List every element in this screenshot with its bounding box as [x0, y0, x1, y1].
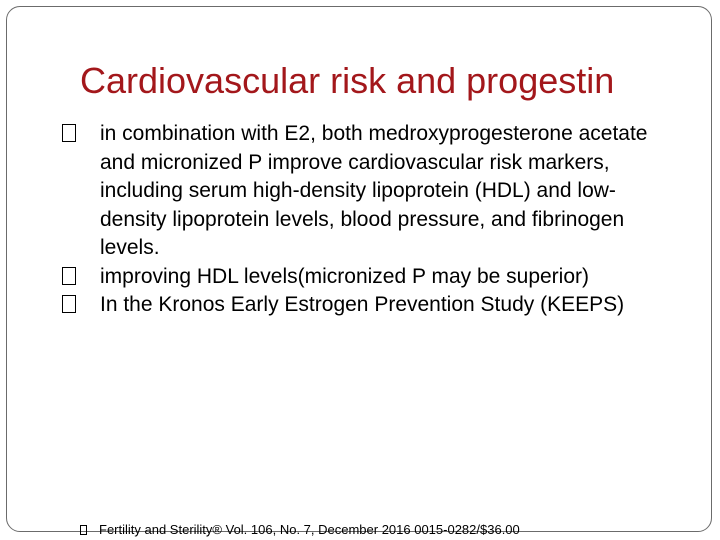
bullet-list [80, 120, 680, 320]
slide-title: Cardiovascular risk and progestin [80, 60, 615, 101]
bullet-item [80, 120, 680, 263]
bullet-item [80, 263, 680, 292]
bullet-text: In the Kronos Early Estrogen Prevention Study (KEEPS) [100, 293, 625, 316]
bullet-box-icon [62, 295, 76, 313]
footer-box-icon [80, 525, 87, 535]
bullet-box-icon [62, 267, 76, 285]
bullet-item [80, 291, 680, 320]
bullet-box-icon [62, 124, 76, 142]
slide-footer [80, 522, 520, 538]
bullet-text: improving HDL levels(micronized P may be superior) [100, 264, 590, 288]
bullet-text: in combination with E2, both medroxyprogesterone acetate and micronized P improve cardiovascular risk markers, including serum high-density lipoprotein (HDL) and low-density lipoprotein levels, blood pressure, and fibrinogen levels. [100, 122, 648, 259]
footer-citation: Fertility and Sterility® Vol. 106, No. 7, December 2016 0015-0282/$36.00 [99, 522, 520, 537]
